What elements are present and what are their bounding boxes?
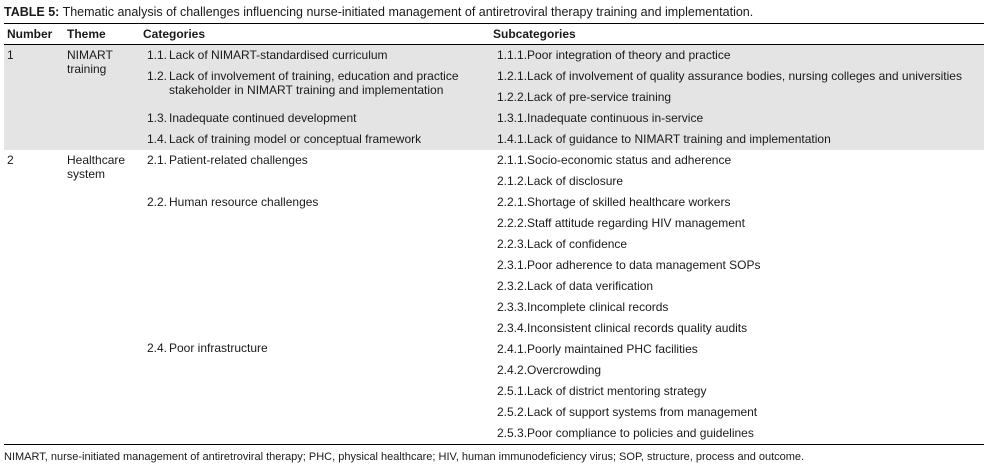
subcategory-item: 1.3.1. Inadequate continuous in-service: [497, 111, 704, 125]
subcategory-item: 1.2.1. Lack of involvement of quality assurance bodies, nursing colleges and universities: [497, 69, 962, 83]
category-item: 1.3. Inadequate continued development: [147, 111, 357, 125]
subcategory-item: 2.2.3. Lack of confidence: [497, 237, 628, 251]
subcategory-item: 2.3.4. Inconsistent clinical records quality audits: [497, 321, 748, 335]
category-item: 2.1. Patient-related challenges: [147, 153, 308, 167]
table-row-group-1: [4, 45, 984, 151]
subcategory-item: 2.1.1. Socio-economic status and adherence: [497, 153, 732, 167]
category-item: 1.1. Lack of NIMART-standardised curriculum: [147, 48, 388, 62]
group-number: 2: [4, 150, 64, 445]
subcategory-item: 1.1.1. Poor integration of theory and practice: [497, 48, 731, 62]
caption-text: Thematic analysis of challenges influencing nurse-initiated management of antiretroviral therapy training and implementation.: [59, 5, 754, 19]
group-theme: NIMART training: [64, 45, 140, 151]
subcategory-item: 2.3.1. Poor adherence to data management SOPs: [497, 258, 761, 272]
subcategory-item: 2.3.2. Lack of data verification: [497, 279, 654, 293]
table-figure: [4, 0, 984, 464]
header-number: Number: [4, 24, 64, 45]
table-caption: [4, 0, 984, 24]
category-item: 2.2. Human resource challenges: [147, 195, 319, 209]
header-categories: Categories: [140, 24, 490, 45]
category-item: 1.4. Lack of training model or conceptual framework: [147, 132, 422, 146]
table-row-group-2: [4, 150, 984, 445]
header-row: [4, 24, 984, 45]
subcategory-item: 1.2.2. Lack of pre-service training: [497, 90, 672, 104]
subcategory-list: [490, 45, 984, 151]
subcategory-item: 2.3.3. Incomplete clinical records: [497, 300, 669, 314]
subcategory-item: 2.5.3. Poor compliance to policies and guidelines: [497, 426, 754, 440]
category-item: 2.4. Poor infrastructure: [147, 341, 268, 355]
subcategory-item: 2.2.2. Staff attitude regarding HIV management: [497, 216, 745, 230]
table-footnote: NIMART, nurse-initiated management of antiretroviral therapy; PHC, physical healthcare; HIV, human immunodeficiency virus; SOP, structure, process and outcome.: [4, 451, 805, 463]
subcategory-item: 2.2.1. Shortage of skilled healthcare workers: [497, 195, 731, 209]
header-subcategories: Subcategories: [490, 24, 984, 45]
subcategory-item: 2.5.1. Lack of district mentoring strategy: [497, 384, 707, 398]
category-list: [140, 45, 490, 151]
group-number: 1: [4, 45, 64, 151]
subcategory-item: 2.1.2. Lack of disclosure: [497, 174, 624, 188]
subcategory-item: 2.4.2. Overcrowding: [497, 363, 602, 377]
subcategory-item: 2.5.2. Lack of support systems from management: [497, 405, 758, 419]
subcategory-item: 2.4.1. Poorly maintained PHC facilities: [497, 342, 698, 356]
group-theme: Healthcare system: [64, 150, 140, 445]
thematic-table: [4, 24, 984, 445]
header-theme: Theme: [64, 24, 140, 45]
caption-label: TABLE 5:: [4, 5, 60, 19]
category-item: 1.2. Lack of involvement of training, education and practice stakeholder in NIMART training and implementation: [147, 69, 459, 97]
subcategory-list: [490, 150, 984, 445]
subcategory-item: 1.4.1. Lack of guidance to NIMART training and implementation: [497, 132, 831, 146]
category-list: [140, 150, 490, 445]
